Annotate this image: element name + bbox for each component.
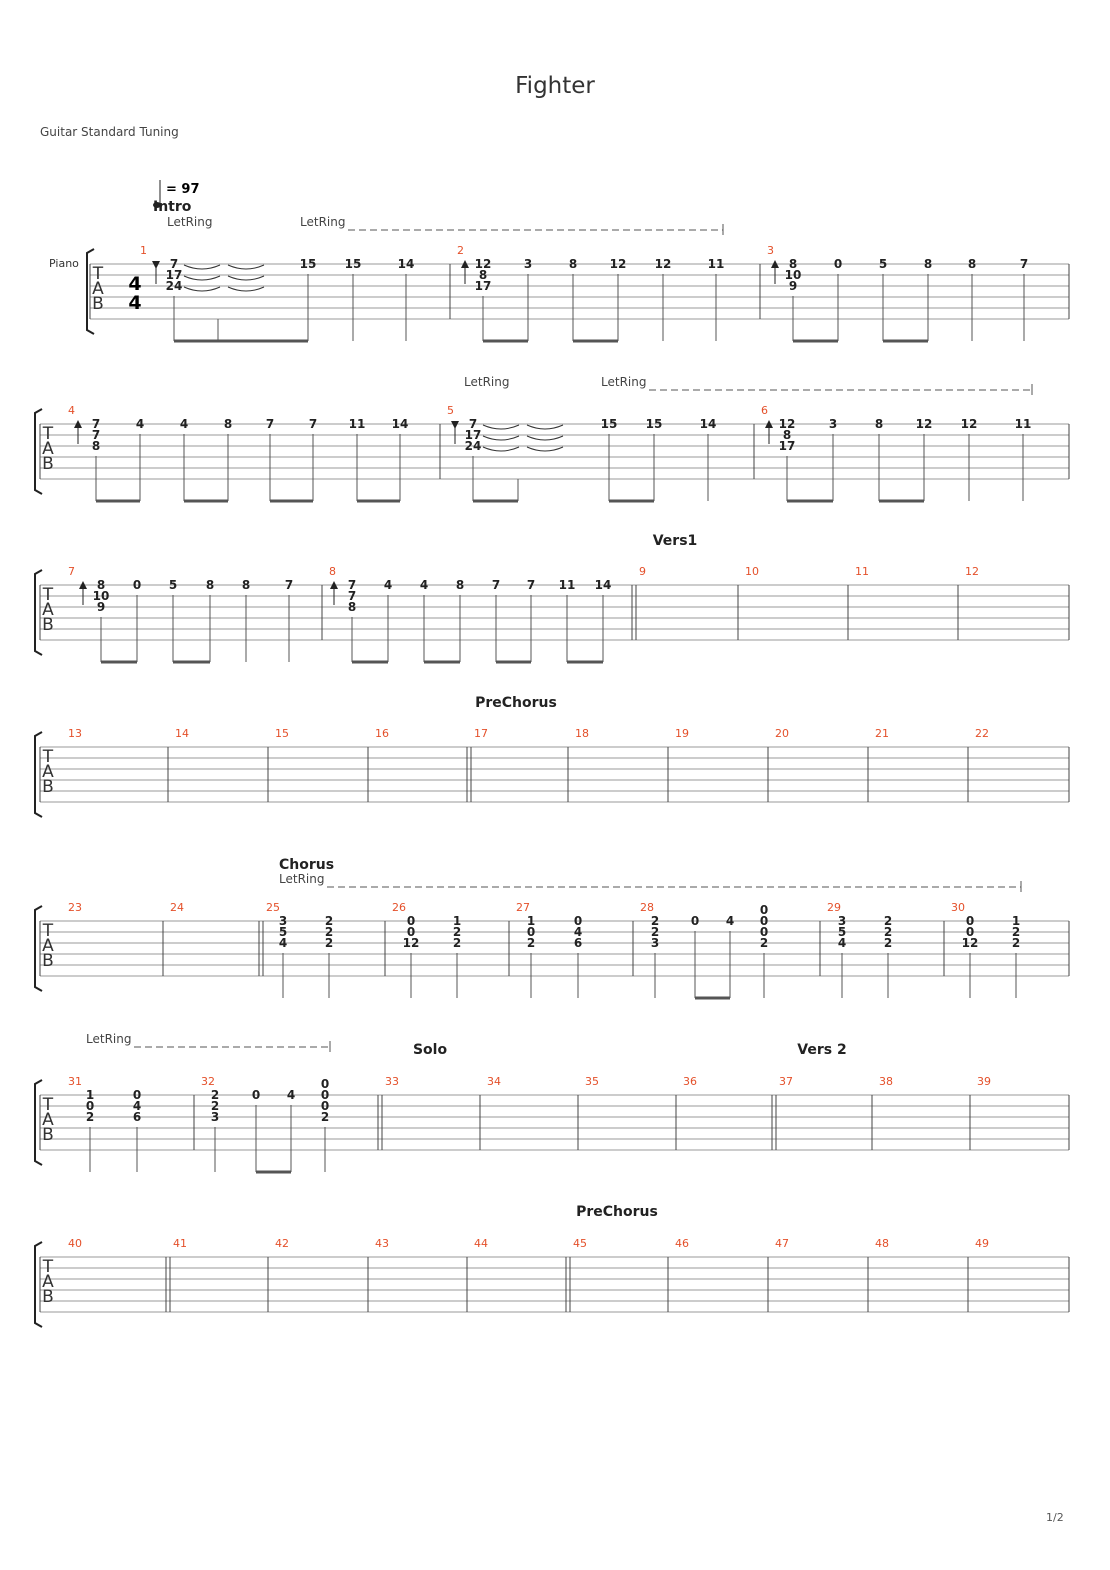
letring-label: LetRing bbox=[279, 872, 325, 886]
measure-number: 21 bbox=[875, 727, 889, 740]
measure-number: 19 bbox=[675, 727, 689, 740]
tie-arc bbox=[483, 436, 519, 440]
section-label: Vers 2 bbox=[797, 1042, 847, 1058]
tab-clef-letter: T bbox=[92, 264, 104, 284]
measure-number: 37 bbox=[779, 1075, 793, 1088]
time-signature-bottom: 4 bbox=[128, 292, 142, 314]
measure-number: 48 bbox=[875, 1237, 889, 1250]
tab-fret-number: 0 bbox=[759, 925, 769, 939]
measure-number: 13 bbox=[68, 727, 82, 740]
tab-fret-number: 8 bbox=[874, 417, 884, 431]
tab-fret-number: 12 bbox=[654, 257, 672, 271]
tab-fret-number: 1 bbox=[85, 1088, 95, 1102]
tab-fret-number: 4 bbox=[132, 1099, 142, 1113]
tab-fret-number: 7 bbox=[91, 417, 101, 431]
tab-fret-number: 1 bbox=[1011, 914, 1021, 928]
tie-arc bbox=[184, 265, 220, 269]
tab-system bbox=[49, 180, 1069, 341]
measure-number: 47 bbox=[775, 1237, 789, 1250]
tab-fret-number: 0 bbox=[132, 1088, 142, 1102]
tab-fret-number: 8 bbox=[923, 257, 933, 271]
tab-fret-number: 0 bbox=[573, 914, 583, 928]
tab-clef-letter: A bbox=[42, 600, 54, 620]
measure-number: 41 bbox=[173, 1237, 187, 1250]
tab-clef-letter: B bbox=[42, 1287, 54, 1307]
measure-number: 11 bbox=[855, 565, 869, 578]
tab-fret-number: 15 bbox=[344, 257, 362, 271]
measure-number: 20 bbox=[775, 727, 789, 740]
measure-number: 4 bbox=[68, 404, 75, 417]
measure-number: 27 bbox=[516, 901, 530, 914]
tab-fret-number: 7 bbox=[308, 417, 318, 431]
tab-fret-number: 4 bbox=[278, 936, 288, 950]
tab-fret-number: 11 bbox=[1014, 417, 1032, 431]
tab-fret-number: 0 bbox=[251, 1088, 261, 1102]
system-bracket bbox=[35, 570, 42, 655]
tab-fret-number: 24 bbox=[165, 279, 183, 293]
tab-fret-number: 10 bbox=[92, 589, 110, 603]
tab-clef-letter: T bbox=[42, 747, 54, 767]
letring-label: LetRing bbox=[464, 375, 510, 389]
tab-fret-number: 2 bbox=[883, 925, 893, 939]
measure-number: 25 bbox=[266, 901, 280, 914]
system-bracket bbox=[35, 1080, 42, 1165]
measure-number: 24 bbox=[170, 901, 184, 914]
tab-fret-number: 9 bbox=[96, 600, 106, 614]
tab-fret-number: 7 bbox=[491, 578, 501, 592]
tie-arc bbox=[184, 276, 220, 280]
tab-fret-number: 0 bbox=[833, 257, 843, 271]
tab-fret-number: 2 bbox=[1011, 925, 1021, 939]
tab-fret-number: 2 bbox=[883, 936, 893, 950]
tab-fret-number: 7 bbox=[91, 428, 101, 442]
measure-number: 33 bbox=[385, 1075, 399, 1088]
tie-arc bbox=[527, 436, 563, 440]
measure-number: 18 bbox=[575, 727, 589, 740]
tab-fret-number: 3 bbox=[837, 914, 847, 928]
section-label: Intro bbox=[153, 199, 192, 215]
tab-system bbox=[35, 375, 1069, 501]
tab-fret-number: 15 bbox=[299, 257, 317, 271]
tab-fret-number: 12 bbox=[778, 417, 796, 431]
measure-number: 17 bbox=[474, 727, 488, 740]
tab-fret-number: 0 bbox=[690, 914, 700, 928]
measure-number: 45 bbox=[573, 1237, 587, 1250]
system-bracket bbox=[35, 906, 42, 991]
tab-fret-number: 2 bbox=[324, 936, 334, 950]
instrument-label: Piano bbox=[49, 257, 79, 270]
section-label: PreChorus bbox=[576, 1204, 658, 1220]
measure-number: 36 bbox=[683, 1075, 697, 1088]
tab-fret-number: 15 bbox=[600, 417, 618, 431]
tab-fret-number: 0 bbox=[965, 914, 975, 928]
tab-fret-number: 5 bbox=[878, 257, 888, 271]
tab-fret-number: 5 bbox=[278, 925, 288, 939]
tab-fret-number: 0 bbox=[526, 925, 536, 939]
section-label: PreChorus bbox=[475, 695, 557, 711]
tab-fret-number: 7 bbox=[265, 417, 275, 431]
tab-fret-number: 12 bbox=[961, 936, 979, 950]
tie-arc bbox=[483, 447, 519, 451]
tab-fret-number: 8 bbox=[967, 257, 977, 271]
tab-clef-letter: A bbox=[42, 439, 54, 459]
tab-fret-number: 7 bbox=[347, 578, 357, 592]
tab-fret-number: 4 bbox=[725, 914, 735, 928]
tab-fret-number: 2 bbox=[324, 914, 334, 928]
measure-number: 42 bbox=[275, 1237, 289, 1250]
measure-number: 1 bbox=[140, 244, 147, 257]
tab-system bbox=[35, 857, 1069, 998]
tab-fret-number: 8 bbox=[347, 600, 357, 614]
tab-clef-letter: T bbox=[42, 1095, 54, 1115]
tab-fret-number: 7 bbox=[1019, 257, 1029, 271]
tab-fret-number: 17 bbox=[474, 279, 492, 293]
tab-system bbox=[35, 695, 1069, 817]
tempo-marking: = 97 bbox=[166, 182, 200, 197]
tie-arc bbox=[184, 287, 220, 291]
measure-number: 7 bbox=[68, 565, 75, 578]
tab-fret-number: 1 bbox=[452, 914, 462, 928]
tab-fret-number: 3 bbox=[828, 417, 838, 431]
tab-fret-number: 14 bbox=[397, 257, 415, 271]
section-label: Solo bbox=[412, 1042, 448, 1058]
letring-label: LetRing bbox=[601, 375, 647, 389]
tab-clef-letter: T bbox=[42, 585, 54, 605]
tab-clef-letter: B bbox=[42, 615, 54, 635]
tie-arc bbox=[527, 447, 563, 451]
tab-fret-number: 14 bbox=[391, 417, 409, 431]
tab-fret-number: 8 bbox=[568, 257, 578, 271]
tab-fret-number: 2 bbox=[452, 936, 462, 950]
system-bracket bbox=[35, 1242, 42, 1327]
tab-system bbox=[35, 1204, 1069, 1327]
system-bracket bbox=[35, 732, 42, 817]
measure-number: 29 bbox=[827, 901, 841, 914]
measure-number: 28 bbox=[640, 901, 654, 914]
tab-fret-number: 2 bbox=[85, 1110, 95, 1124]
tab-fret-number: 4 bbox=[286, 1088, 296, 1102]
tab-fret-number: 24 bbox=[464, 439, 482, 453]
measure-number: 2 bbox=[457, 244, 464, 257]
tab-fret-number: 7 bbox=[169, 257, 179, 271]
tab-fret-number: 6 bbox=[573, 936, 583, 950]
letring-label: LetRing bbox=[167, 215, 213, 229]
measure-number: 9 bbox=[639, 565, 646, 578]
measure-number: 49 bbox=[975, 1237, 989, 1250]
tab-fret-number: 8 bbox=[223, 417, 233, 431]
measure-number: 32 bbox=[201, 1075, 215, 1088]
measure-number: 40 bbox=[68, 1237, 82, 1250]
strum-arrow-down bbox=[152, 261, 160, 269]
tie-arc bbox=[228, 287, 264, 291]
tab-clef-letter: T bbox=[42, 1257, 54, 1277]
measure-number: 30 bbox=[951, 901, 965, 914]
measure-number: 16 bbox=[375, 727, 389, 740]
measure-number: 5 bbox=[447, 404, 454, 417]
measure-number: 10 bbox=[745, 565, 759, 578]
tab-fret-number: 12 bbox=[609, 257, 627, 271]
measure-number: 12 bbox=[965, 565, 979, 578]
tab-fret-number: 0 bbox=[320, 1077, 330, 1091]
strum-arrow-down bbox=[451, 421, 459, 429]
tab-fret-number: 0 bbox=[406, 925, 416, 939]
tab-fret-number: 10 bbox=[784, 268, 802, 282]
tab-fret-number: 2 bbox=[650, 914, 660, 928]
tab-fret-number: 4 bbox=[419, 578, 429, 592]
measure-number: 26 bbox=[392, 901, 406, 914]
tab-fret-number: 7 bbox=[284, 578, 294, 592]
tab-fret-number: 2 bbox=[324, 925, 334, 939]
tab-fret-number: 6 bbox=[132, 1110, 142, 1124]
tab-fret-number: 11 bbox=[558, 578, 576, 592]
measure-number: 23 bbox=[68, 901, 82, 914]
tab-fret-number: 2 bbox=[883, 914, 893, 928]
tab-fret-number: 2 bbox=[210, 1099, 220, 1113]
tab-system bbox=[35, 1032, 1069, 1172]
tab-fret-number: 17 bbox=[165, 268, 183, 282]
tab-fret-number: 2 bbox=[1011, 936, 1021, 950]
tuning-label: Guitar Standard Tuning bbox=[40, 125, 179, 139]
measure-number: 34 bbox=[487, 1075, 501, 1088]
tab-fret-number: 3 bbox=[523, 257, 533, 271]
tab-clef-letter: B bbox=[42, 1125, 54, 1145]
tab-fret-number: 7 bbox=[347, 589, 357, 603]
measure-number: 31 bbox=[68, 1075, 82, 1088]
measure-number: 8 bbox=[329, 565, 336, 578]
tab-fret-number: 14 bbox=[699, 417, 717, 431]
tab-fret-number: 3 bbox=[210, 1110, 220, 1124]
tab-fret-number: 17 bbox=[778, 439, 796, 453]
tab-fret-number: 2 bbox=[650, 925, 660, 939]
page-number: 1/2 bbox=[1046, 1511, 1064, 1524]
tab-fret-number: 2 bbox=[526, 936, 536, 950]
tab-fret-number: 2 bbox=[320, 1110, 330, 1124]
tab-fret-number: 4 bbox=[573, 925, 583, 939]
tab-fret-number: 11 bbox=[348, 417, 366, 431]
time-signature-top: 4 bbox=[128, 273, 142, 295]
tab-fret-number: 4 bbox=[135, 417, 145, 431]
tab-fret-number: 12 bbox=[474, 257, 492, 271]
tie-arc bbox=[483, 425, 519, 429]
tab-clef-letter: A bbox=[92, 279, 104, 299]
tab-fret-number: 2 bbox=[210, 1088, 220, 1102]
tab-clef-letter: B bbox=[42, 951, 54, 971]
tab-clef-letter: A bbox=[42, 1272, 54, 1292]
tab-fret-number: 2 bbox=[452, 925, 462, 939]
tab-fret-number: 0 bbox=[320, 1099, 330, 1113]
measure-number: 44 bbox=[474, 1237, 488, 1250]
tie-arc bbox=[228, 265, 264, 269]
measure-number: 43 bbox=[375, 1237, 389, 1250]
measure-number: 14 bbox=[175, 727, 189, 740]
measure-number: 15 bbox=[275, 727, 289, 740]
measure-number: 38 bbox=[879, 1075, 893, 1088]
tab-clef-letter: B bbox=[42, 454, 54, 474]
tab-fret-number: 11 bbox=[707, 257, 725, 271]
tab-clef-letter: T bbox=[42, 424, 54, 444]
tab-fret-number: 14 bbox=[594, 578, 612, 592]
tab-fret-number: 0 bbox=[759, 903, 769, 917]
tab-fret-number: 0 bbox=[965, 925, 975, 939]
tab-fret-number: 0 bbox=[406, 914, 416, 928]
tab-clef-letter: A bbox=[42, 1110, 54, 1130]
measure-number: 22 bbox=[975, 727, 989, 740]
measure-number: 39 bbox=[977, 1075, 991, 1088]
section-label: Vers1 bbox=[652, 533, 698, 549]
measure-number: 35 bbox=[585, 1075, 599, 1088]
tab-fret-number: 8 bbox=[96, 578, 106, 592]
tab-clef-letter: B bbox=[92, 294, 104, 314]
tab-fret-number: 2 bbox=[759, 936, 769, 950]
tab-fret-number: 4 bbox=[837, 936, 847, 950]
song-title: Fighter bbox=[515, 73, 595, 99]
tab-clef-letter: B bbox=[42, 777, 54, 797]
tab-fret-number: 12 bbox=[960, 417, 978, 431]
tab-fret-number: 9 bbox=[788, 279, 798, 293]
tab-fret-number: 8 bbox=[788, 257, 798, 271]
tab-fret-number: 0 bbox=[85, 1099, 95, 1113]
tab-fret-number: 5 bbox=[168, 578, 178, 592]
tab-fret-number: 17 bbox=[464, 428, 482, 442]
tab-fret-number: 4 bbox=[179, 417, 189, 431]
letring-label: LetRing bbox=[300, 215, 346, 229]
tab-fret-number: 0 bbox=[759, 914, 769, 928]
measure-number: 3 bbox=[767, 244, 774, 257]
tab-fret-number: 3 bbox=[278, 914, 288, 928]
letring-label: LetRing bbox=[86, 1032, 132, 1046]
tab-fret-number: 8 bbox=[478, 268, 488, 282]
tab-fret-number: 8 bbox=[241, 578, 251, 592]
measure-number: 6 bbox=[761, 404, 768, 417]
tab-fret-number: 0 bbox=[132, 578, 142, 592]
tab-fret-number: 1 bbox=[526, 914, 536, 928]
tab-fret-number: 8 bbox=[455, 578, 465, 592]
tab-fret-number: 5 bbox=[837, 925, 847, 939]
tab-clef-letter: T bbox=[42, 921, 54, 941]
measure-number: 46 bbox=[675, 1237, 689, 1250]
tab-fret-number: 8 bbox=[782, 428, 792, 442]
tab-fret-number: 8 bbox=[91, 439, 101, 453]
tie-arc bbox=[527, 425, 563, 429]
tab-system bbox=[35, 533, 1069, 662]
tab-clef-letter: A bbox=[42, 762, 54, 782]
tab-fret-number: 0 bbox=[320, 1088, 330, 1102]
tab-fret-number: 7 bbox=[468, 417, 478, 431]
tab-fret-number: 4 bbox=[383, 578, 393, 592]
tab-clef-letter: A bbox=[42, 936, 54, 956]
tab-fret-number: 7 bbox=[526, 578, 536, 592]
section-label: Chorus bbox=[279, 857, 335, 873]
tab-fret-number: 8 bbox=[205, 578, 215, 592]
tab-fret-number: 12 bbox=[402, 936, 420, 950]
tab-fret-number: 15 bbox=[645, 417, 663, 431]
tie-arc bbox=[228, 276, 264, 280]
tab-fret-number: 12 bbox=[915, 417, 933, 431]
system-bracket bbox=[35, 409, 42, 494]
tab-fret-number: 3 bbox=[650, 936, 660, 950]
